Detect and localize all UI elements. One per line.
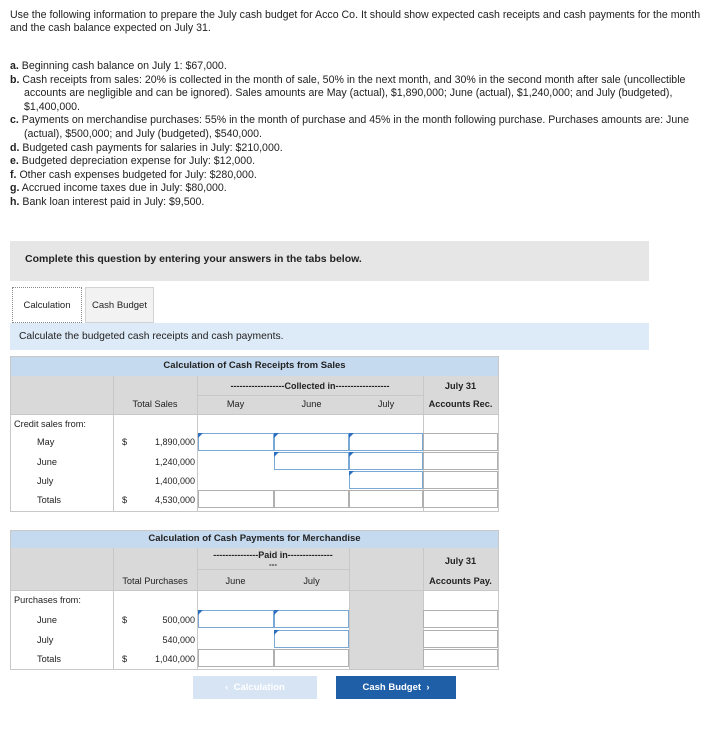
chevron-left-icon: ‹ <box>225 682 229 693</box>
total-purchases-header: Total Purchases <box>122 576 188 586</box>
total-sales-sum: 4,530,000 <box>154 495 195 505</box>
question-item: d. Budgeted cash payments for salaries in July: $210,000. <box>10 141 283 154</box>
accounts-rec-header: Accounts Rec. <box>428 399 493 409</box>
paid-in-dashes: --- <box>269 560 277 569</box>
question-item: h. Bank loan interest paid in July: $9,500. <box>10 195 205 208</box>
may-total-sales: 1,890,000 <box>154 437 195 447</box>
row-label-july: July <box>37 635 54 645</box>
june-total-purchases: 500,000 <box>162 615 195 625</box>
june-collected-june-input[interactable] <box>274 452 349 470</box>
pay-july-header: July <box>303 576 320 586</box>
question-item: e. Budgeted depreciation expense for July: $12,000. <box>10 155 256 168</box>
pay-totals-june-input[interactable] <box>198 649 274 667</box>
pay-totals-july-input[interactable] <box>274 649 349 667</box>
july-total-purchases: 540,000 <box>162 635 195 645</box>
may-collected-june-input[interactable] <box>274 433 349 451</box>
july31-header: July 31 <box>444 381 477 391</box>
july-header: July <box>377 399 395 409</box>
may-ar-input[interactable] <box>423 433 498 451</box>
question-items <box>10 60 715 210</box>
subheader <box>10 323 649 350</box>
next-button-label: Cash Budget <box>362 682 422 693</box>
question-item: c. Payments on merchandise purchases: 55% in the month of purchase and 45% in the month following purchase. Purchases amounts are: June (actual), $500,000; and July (budgeted), $540,000. <box>10 114 690 140</box>
receipts-header-blank <box>11 376 113 414</box>
question-intro: Use the following information to prepare the July cash budget for Acco Co. It should show expected cash receipts and cash payments for the month and the cash balance expected on July 31. <box>10 9 701 34</box>
instructions-banner <box>10 241 649 281</box>
dollar-sign: $ <box>122 654 128 664</box>
total-sales-header: Total Sales <box>132 399 178 409</box>
june-collected-july-input[interactable] <box>349 452 423 470</box>
july-total-sales: 1,400,000 <box>154 476 195 486</box>
june-paid-june-input[interactable] <box>198 610 274 628</box>
may-collected-july-input[interactable] <box>349 433 423 451</box>
tab-cash-budget[interactable]: Cash Budget <box>85 287 154 323</box>
row-label-june: June <box>37 615 57 625</box>
dollar-sign: $ <box>122 615 128 625</box>
payments-header-blank <box>11 548 113 590</box>
row-label-july: July <box>37 476 54 486</box>
chevron-right-icon: › <box>426 682 430 693</box>
pay-totals-ap-input[interactable] <box>423 649 498 667</box>
total-purchases-sum: 1,040,000 <box>154 654 195 664</box>
payments-header-gap <box>349 548 423 590</box>
june-ar-input[interactable] <box>423 452 498 470</box>
june-ap-input[interactable] <box>423 610 498 628</box>
july-paid-july-input[interactable] <box>274 630 349 648</box>
totals-may-input[interactable] <box>198 490 274 508</box>
payments-gray-column <box>349 590 423 669</box>
tab-calculation[interactable]: Calculation <box>12 287 82 323</box>
row-label-totals: Totals <box>37 495 61 505</box>
totals-july-input[interactable] <box>349 490 423 508</box>
row-label-totals: Totals <box>37 654 61 664</box>
prev-button-label: Calculation <box>233 682 285 693</box>
totals-june-input[interactable] <box>274 490 349 508</box>
may-header: May <box>226 399 245 409</box>
july-ap-input[interactable] <box>423 630 498 648</box>
totals-ar-input[interactable] <box>423 490 498 508</box>
paid-in-header: ---------------Paid in--------------- <box>213 550 333 560</box>
subheader-text: Calculate the budgeted cash receipts and cash payments. <box>19 331 284 342</box>
dollar-sign: $ <box>122 495 128 505</box>
row-label-june: June <box>37 457 57 467</box>
june-total-sales: 1,240,000 <box>154 457 195 467</box>
july-collected-july-input[interactable] <box>349 471 423 489</box>
credit-sales-from-label: Credit sales from: <box>14 419 86 429</box>
question-item: a. Beginning cash balance on July 1: $67,000. <box>10 60 227 72</box>
question-item: g. Accrued income taxes due in July: $80,000. <box>10 182 227 195</box>
dollar-sign: $ <box>122 437 128 447</box>
accounts-pay-header: Accounts Pay. <box>429 576 492 586</box>
next-cash-budget-button[interactable] <box>336 676 456 699</box>
payments-title: Calculation of Cash Payments for Merchandise <box>10 530 499 548</box>
row-label-may: May <box>37 437 55 447</box>
question-item: b. Cash receipts from sales: 20% is collected in the month of sale, 50% in the next month, and 30% in the second month after sale (uncollectible accounts are negligible and can be ignored). Sales amounts are May (actual), $1,890,000; June (actual), $1,240,000; and July (budgeted), $1,400,000. <box>10 73 686 113</box>
purchases-from-label: Purchases from: <box>14 595 81 605</box>
pay-july31-header: July 31 <box>444 556 477 566</box>
june-header: June <box>301 399 322 409</box>
receipts-title: Calculation of Cash Receipts from Sales <box>10 356 499 376</box>
may-collected-may-input[interactable] <box>198 433 274 451</box>
pay-june-header: June <box>225 576 246 586</box>
question-item: f. Other cash expenses budgeted for July: $280,000. <box>10 168 257 181</box>
prev-calculation-button[interactable] <box>193 676 317 699</box>
july-ar-input[interactable] <box>423 471 498 489</box>
collected-in-header: ------------------Collected in------------------ <box>230 381 390 391</box>
june-paid-july-input[interactable] <box>274 610 349 628</box>
instructions-text: Complete this question by entering your answers in the tabs below. <box>25 253 362 265</box>
